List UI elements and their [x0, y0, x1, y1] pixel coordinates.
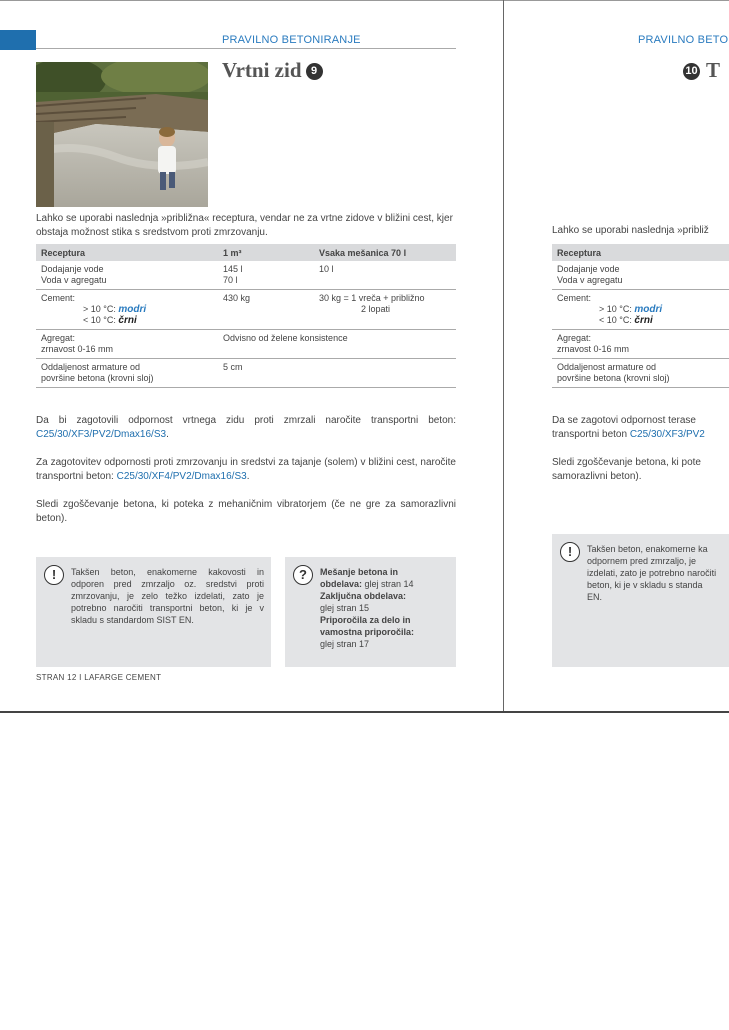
- link-item[interactable]: [320, 590, 430, 614]
- note-line: odpornem pred zmrzaljo, je: [587, 556, 697, 566]
- bottom-rule: [0, 711, 729, 713]
- cell-text: > 10 °C:: [599, 304, 632, 314]
- header-divider: [36, 48, 456, 49]
- table-row: [552, 290, 729, 330]
- cell-text: zrnavost 0-16 mm: [41, 344, 114, 354]
- warning-icon: !: [44, 565, 64, 585]
- cell-text: zrnavost 0-16 mm: [557, 344, 630, 354]
- cell-text: Cement:: [41, 293, 76, 303]
- right-paragraph-compaction: [552, 456, 701, 484]
- paragraph-frost: [36, 414, 456, 442]
- table-row: [36, 359, 456, 388]
- link-text: glej stran 15: [320, 603, 370, 613]
- section-color-bar: [0, 30, 36, 50]
- garden-wall-photo: [36, 62, 208, 207]
- note-line: EN.: [587, 592, 603, 602]
- links-list: [320, 566, 430, 650]
- brand-crni-logo: črni: [634, 315, 653, 326]
- cell-text: Agregat:: [557, 333, 592, 343]
- right-title-text: T: [706, 58, 721, 82]
- table-header-row: [36, 244, 456, 261]
- cell-text: 145 l: [223, 264, 243, 274]
- cell-text: površine betona (krovni sloj): [41, 373, 154, 383]
- paragraph-text: .: [166, 429, 169, 440]
- table-cell: [314, 261, 456, 290]
- table-cell: [552, 290, 729, 330]
- paragraph-compaction: Sledi zgoščevanje betona, ki poteka z mehaničnim vibratorjem (če ne gre za samorazlivni beton).: [36, 499, 456, 524]
- table-cell: [36, 330, 218, 359]
- cell-text: 70 l: [223, 275, 238, 285]
- right-recipe-table: [552, 244, 729, 388]
- table-row: [552, 261, 729, 290]
- right-col-header-recipe: Receptura: [552, 244, 729, 261]
- recipe-table: [36, 244, 456, 388]
- link-text: glej stran 17: [320, 639, 370, 649]
- cement-blue-line: [41, 304, 213, 315]
- paragraph-text: Sledi zgoščevanje betona, ki pote: [552, 457, 701, 468]
- cell-text: < 10 °C:: [599, 315, 632, 325]
- intro-text: Lahko se uporabi naslednja »približna« receptura, vendar ne za vrtne zidove v bližini cest, kjer obstaja možnost stika s sredstvom proti zmrzovanju.: [36, 213, 453, 238]
- table-cell: [36, 290, 218, 330]
- link-item[interactable]: [320, 566, 430, 590]
- cell-text: površine betona (krovni sloj): [557, 373, 670, 383]
- cell-text: < 10 °C:: [83, 315, 116, 325]
- right-warning-note-text: [587, 543, 716, 603]
- link-text: glej stran 14: [362, 579, 414, 589]
- table-cell: [314, 359, 456, 388]
- section-label: PRAVILNO BETONIRANJE: [222, 34, 361, 46]
- table-row: [36, 290, 456, 330]
- concrete-code: C25/30/XF3/PV2: [629, 429, 705, 440]
- cell-text: Dodajanje vode: [41, 264, 104, 274]
- cell-text: 5 cm: [223, 362, 243, 372]
- col-header-70l: Vsaka mešanica 70 l: [314, 244, 456, 261]
- note-line: Takšen beton, enakomerne ka: [587, 544, 708, 554]
- link-item[interactable]: [320, 614, 430, 650]
- cell-text: Oddaljenost armature od: [557, 362, 657, 372]
- cell-text: 2 lopati: [361, 304, 391, 314]
- table-cell: [552, 261, 729, 290]
- note-line: beton, ki je v skladu s standa: [587, 580, 703, 590]
- right-title-number-badge: 10: [683, 63, 700, 80]
- cell-text: Agregat:: [41, 333, 76, 343]
- table-cell: [218, 290, 314, 330]
- table-header-row: [552, 244, 729, 261]
- table-cell: [218, 261, 314, 290]
- paragraph-text: Da bi zagotovili odpornost vrtnega zidu proti zmrzali naročite transportni beton:: [36, 415, 456, 426]
- table-cell: [552, 359, 729, 388]
- paragraph-text: .: [246, 471, 250, 482]
- right-warning-note-box: [552, 534, 729, 667]
- brand-modri-logo: modri: [118, 304, 147, 315]
- link-label: Priporočila za delo in vamostna priporočila:: [320, 615, 415, 637]
- paragraph-text: Da se zagotovi odpornost terase: [552, 415, 696, 426]
- right-section-label: PRAVILNO BETO: [638, 34, 729, 46]
- warning-icon: !: [560, 542, 580, 562]
- right-page-title: [683, 58, 720, 83]
- cell-text: Odvisno od želene konsistence: [223, 333, 348, 343]
- cell-text: 10 l: [319, 264, 334, 274]
- cell-text: > 10 °C:: [83, 304, 116, 314]
- cell-text: Cement:: [557, 293, 592, 303]
- cell-text: 30 kg = 1 vreča + približno: [319, 293, 425, 303]
- paragraph-text: transportni beton: [552, 429, 630, 440]
- paragraph-text: Za zagotovitev odpornosti proti zmrzovanju in sredstvi za tajanje (solem) v bližini cest, naročite transportni beton:: [36, 457, 456, 482]
- link-label: Mešanje betona in obdelava:: [320, 567, 399, 589]
- links-note-box: [285, 557, 456, 667]
- cement-dark-line: [557, 315, 724, 326]
- table-cell: [552, 330, 729, 359]
- cell-text: Voda v agregatu: [557, 275, 623, 285]
- cement-dark-line: [41, 315, 213, 326]
- page-footer: STRAN 12 I LAFARGE CEMENT: [36, 673, 162, 682]
- table-cell: [218, 330, 456, 359]
- paragraph-salt: [36, 456, 456, 484]
- table-row: [36, 261, 456, 290]
- table-row: [552, 359, 729, 388]
- paragraph-text: samorazlivni beton).: [552, 471, 642, 482]
- cell-text: Voda v agregatu: [41, 275, 107, 285]
- col-header-recipe: Receptura: [36, 244, 218, 261]
- cell-text: 430 kg: [223, 293, 251, 303]
- top-rule: [0, 0, 729, 1]
- cement-blue-line: [557, 304, 724, 315]
- title-number-badge: 9: [306, 63, 323, 80]
- brand-modri-logo: modri: [634, 304, 663, 315]
- title-text: Vrtni zid: [222, 58, 302, 82]
- table-cell: [218, 359, 314, 388]
- table-row: [36, 330, 456, 359]
- note-line: izdelati, zato je potrebno naročiti: [587, 568, 717, 578]
- right-paragraph-frost: [552, 414, 705, 442]
- warning-note-text: Takšen beton, enakomerne kakovosti in odporen pred zmrzaljo oz. sredstvi proti zmrzovanju, je zelo težko izdelati, zato je potrebno naročiti transportni beton, ki je v skladu s standardom SIST EN.: [71, 567, 264, 625]
- page-title: [222, 58, 323, 83]
- question-icon: ?: [293, 565, 313, 585]
- concrete-code: C25/30/XF4/PV2/Dmax16/S3: [116, 471, 247, 482]
- col-header-1m3: 1 m³: [218, 244, 314, 261]
- table-cell: [314, 290, 456, 330]
- concrete-code: C25/30/XF3/PV2/Dmax16/S3: [36, 429, 167, 440]
- page-spine: [503, 0, 504, 713]
- cell-text: Oddaljenost armature od: [41, 362, 141, 372]
- table-cell: [36, 359, 218, 388]
- brand-crni-logo: črni: [118, 315, 137, 326]
- warning-note-box: [36, 557, 271, 667]
- right-intro-text: Lahko se uporabi naslednja »približ: [552, 225, 709, 236]
- cell-text: Dodajanje vode: [557, 264, 620, 274]
- table-cell: [36, 261, 218, 290]
- table-row: [552, 330, 729, 359]
- link-label: Zaključna obdelava:: [320, 591, 407, 601]
